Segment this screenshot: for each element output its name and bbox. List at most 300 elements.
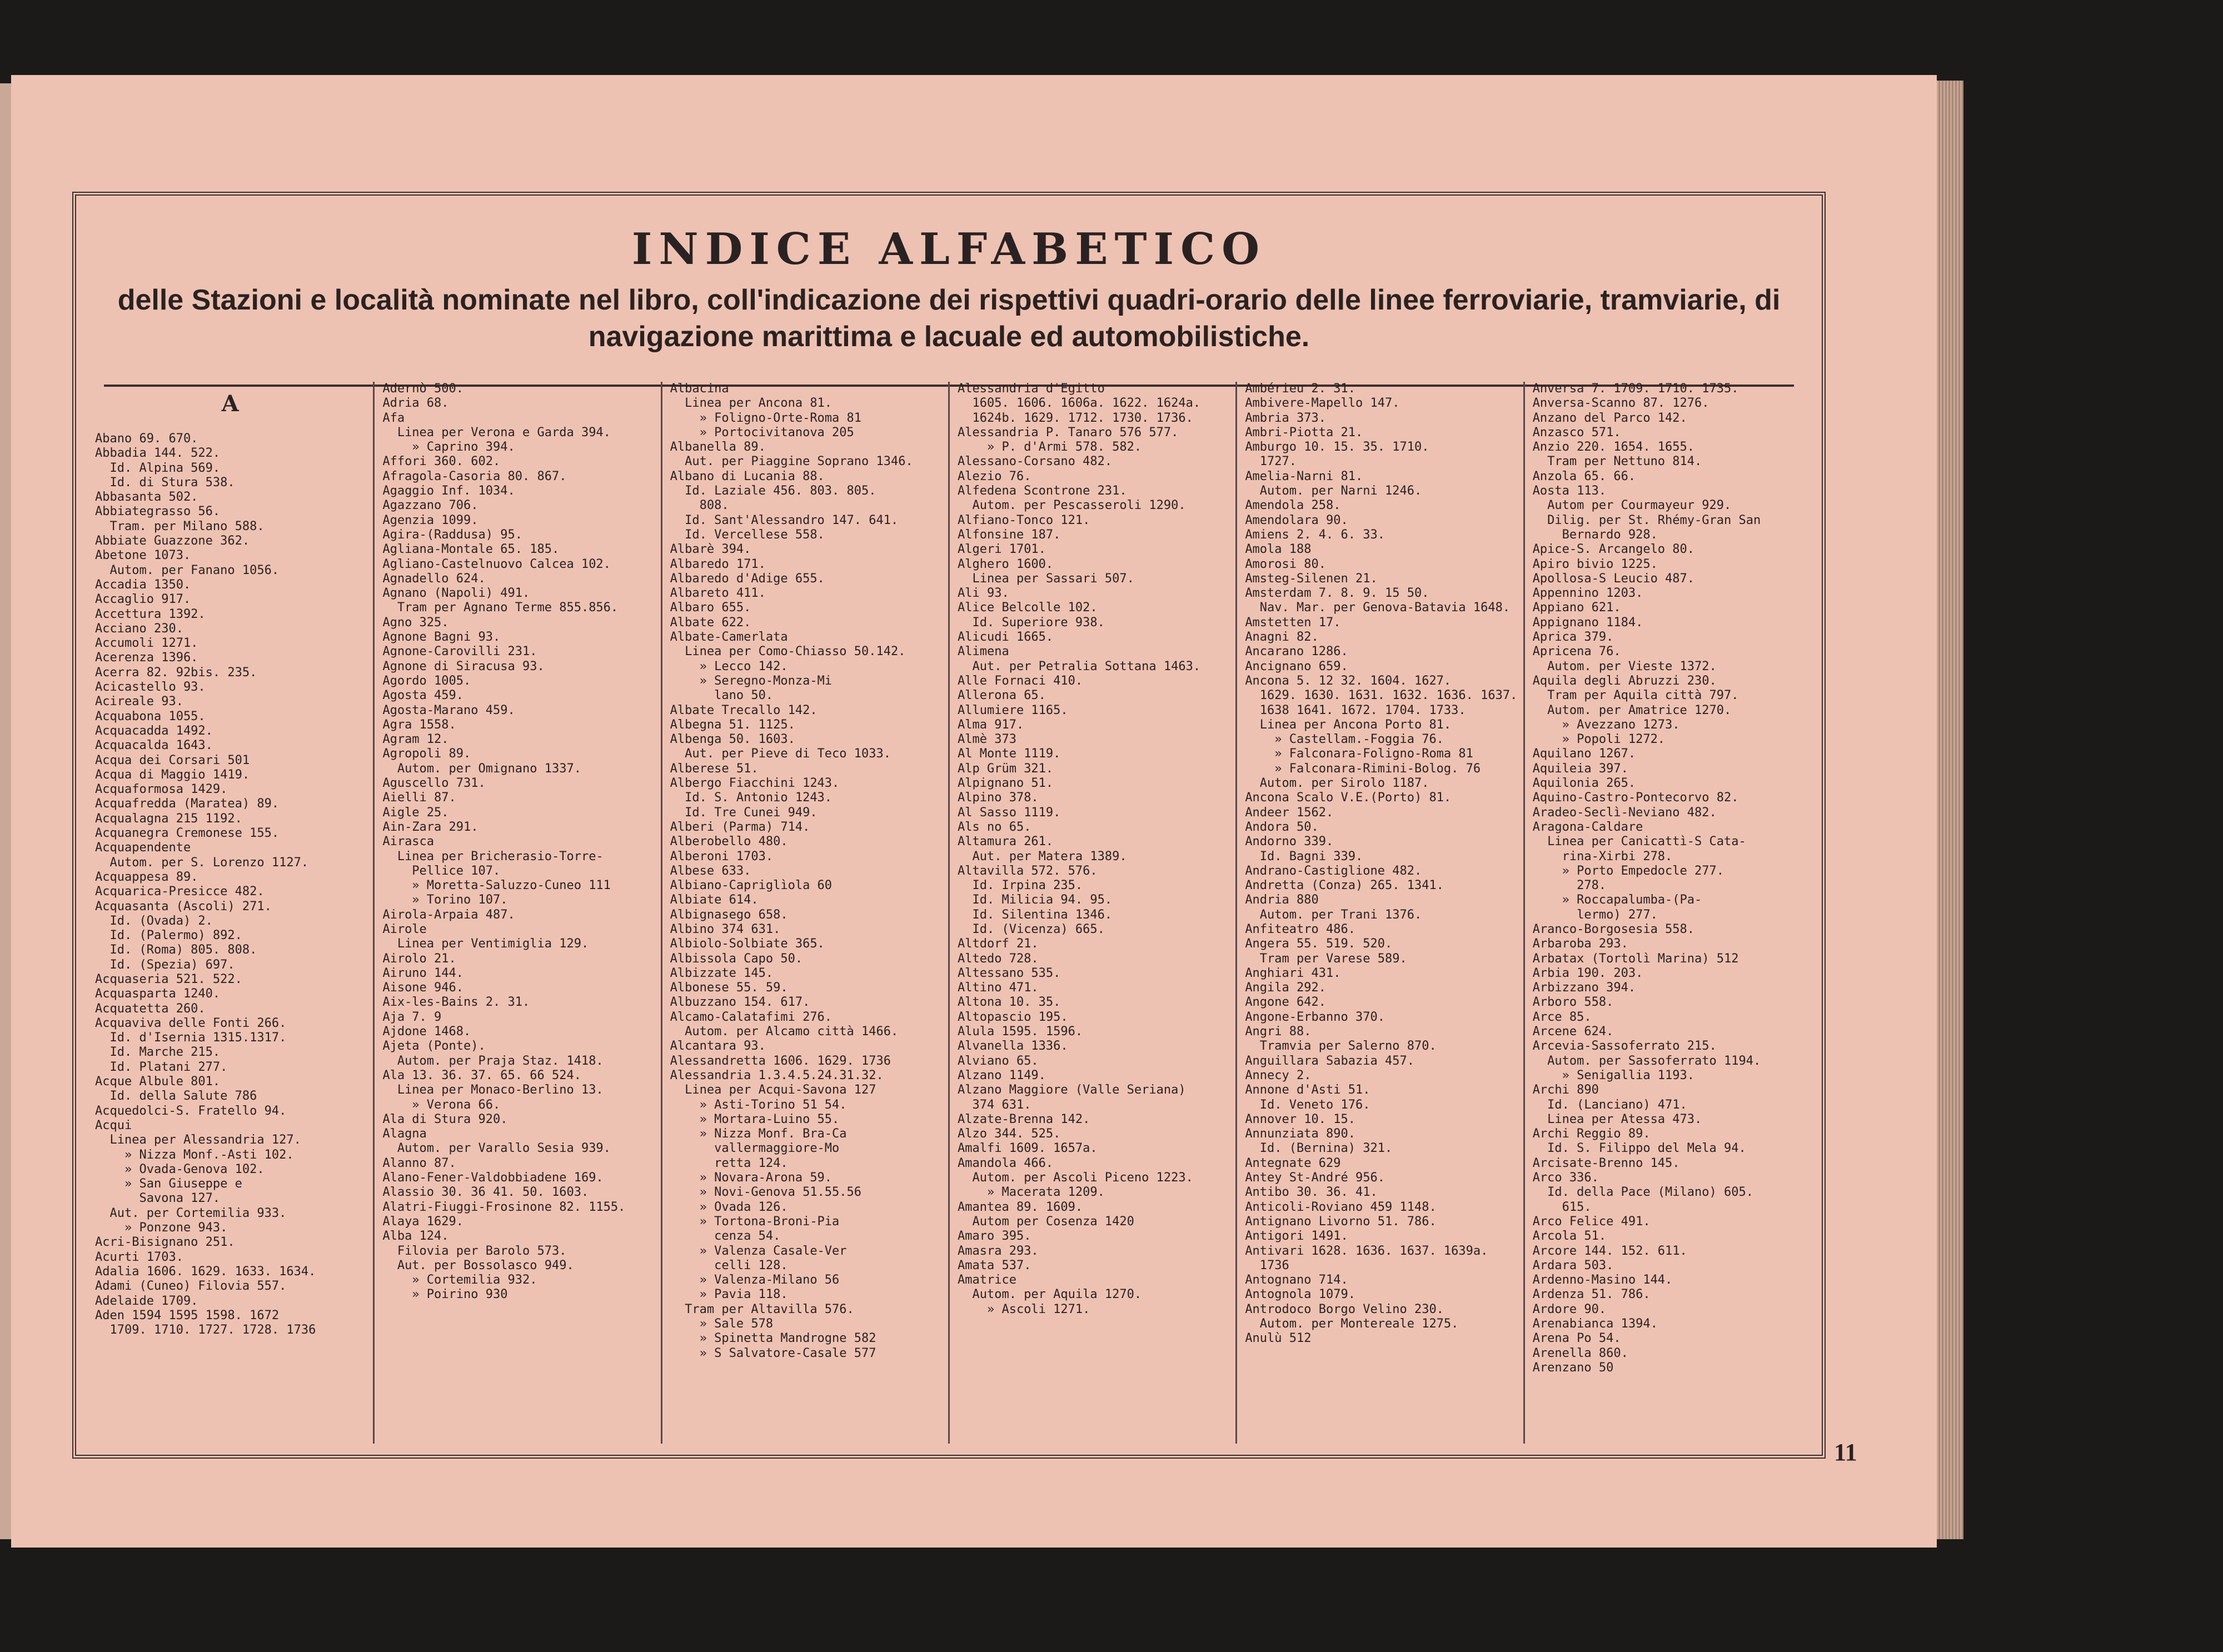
index-entry: Acquacalda 1643. xyxy=(95,738,213,753)
index-entry: Arenzano 50 xyxy=(1532,1360,1614,1375)
index-entry: Alpino 378. xyxy=(957,791,1039,805)
index-entry: Aquilano 1267. xyxy=(1532,747,1636,761)
index-entry: 808. xyxy=(670,498,729,513)
index-entry: Apice-S. Arcangelo 80. xyxy=(1532,542,1695,557)
index-entry: Anversa 7. 1709. 1710. 1735. xyxy=(1532,382,1739,396)
index-entry: » Novara-Arona 59. xyxy=(670,1171,833,1185)
index-entry: Appignano 1184. xyxy=(1532,615,1643,630)
index-entry: Acireale 93. xyxy=(95,695,183,709)
index-entry: Linea per Alessandria 127. xyxy=(95,1133,301,1147)
index-entry: lano 50. xyxy=(670,688,774,703)
index-column-6 xyxy=(1523,382,1811,1444)
index-entry: Aradeo-Seclì-Neviano 482. xyxy=(1532,805,1717,820)
index-entry: Adernò 500. xyxy=(382,382,464,396)
index-entry: Al Monte 1119. xyxy=(957,747,1061,761)
index-entry: » Nizza Monf.-Asti 102. xyxy=(95,1147,294,1162)
index-entry: Altopascio 195. xyxy=(957,1010,1068,1024)
index-entry: Aix-les-Bains 2. 31. xyxy=(382,995,530,1010)
index-entry: Andora 50. xyxy=(1245,820,1319,834)
index-entry: » S Salvatore-Casale 577 xyxy=(670,1346,876,1360)
index-entry: Autom. per Omignano 1337. xyxy=(382,761,581,776)
index-entry: Agnadello 624. xyxy=(382,571,486,586)
index-entry: » Avezzano 1273. xyxy=(1532,717,1680,732)
index-entry: Altona 10. 35. xyxy=(957,995,1061,1010)
index-entry: 374 631. xyxy=(957,1097,1031,1112)
index-entry: Arboro 558. xyxy=(1532,995,1614,1010)
index-header xyxy=(82,226,1816,398)
index-column-3 xyxy=(661,382,948,1444)
index-entry: Albonese 55. 59. xyxy=(670,981,788,995)
index-entry: Ain-Zara 291. xyxy=(382,820,479,834)
index-entry: Agosta-Marano 459. xyxy=(382,703,515,717)
index-entry: Autom. per Montereale 1275. xyxy=(1245,1317,1459,1331)
index-entry: Alessandria d'Egitto xyxy=(957,382,1105,396)
index-entry: Albuzzano 154. 617. xyxy=(670,995,810,1010)
index-entry: Id. Tre Cunei 949. xyxy=(670,805,818,820)
index-entry: Altdorf 21. xyxy=(957,937,1039,951)
index-entry: Antibo 30. 36. 41. xyxy=(1245,1185,1378,1200)
index-entry: Albaredo d'Adige 655. xyxy=(670,571,825,586)
index-entry: Adami (Cuneo) Filovia 557. xyxy=(95,1279,287,1294)
index-entry: Autom. per Fanano 1056. xyxy=(95,563,280,577)
index-entry: Id. (Spezia) 697. xyxy=(95,957,235,972)
index-entry: Alcantara 93. xyxy=(670,1039,766,1054)
index-entry: » Senigallia 1193. xyxy=(1532,1068,1695,1082)
index-entry: Id. della Pace (Milano) 605. xyxy=(1532,1185,1753,1200)
index-entry: » Porto Empedocle 277. xyxy=(1532,864,1724,878)
index-entry: Tram per Varese 589. xyxy=(1245,951,1407,966)
index-entry: Id. Alpina 569. xyxy=(95,461,221,475)
index-entry: Aut. per Petralia Sottana 1463. xyxy=(957,659,1201,673)
index-entry: Amantea 89. 1609. xyxy=(957,1200,1083,1214)
index-entry: Arce 85. xyxy=(1532,1010,1592,1024)
index-entry: Accadia 1350. xyxy=(95,577,191,592)
index-entry: Agenzia 1099. xyxy=(382,513,479,527)
index-entry: Anticoli-Roviano 459 1148. xyxy=(1245,1200,1437,1214)
index-entry: Alpignano 51. xyxy=(957,776,1054,791)
index-entry: » Nizza Monf. Bra-Ca xyxy=(670,1127,847,1141)
index-entry: Id. Sant'Alessandro 147. 641. xyxy=(670,513,899,527)
index-entry: Andria 880 xyxy=(1245,893,1319,907)
index-entry: Alberoni 1703. xyxy=(670,849,774,864)
index-entry: Alzo 344. 525. xyxy=(957,1127,1061,1141)
index-entry: Autom. per S. Lorenzo 1127. xyxy=(95,855,309,870)
index-entry: Aut. per Matera 1389. xyxy=(957,849,1127,864)
index-entry: Aquila degli Abruzzi 230. xyxy=(1532,673,1717,688)
index-entry: Autom. per Aquila 1270. xyxy=(957,1287,1142,1302)
index-entry: Acquasparta 1240. xyxy=(95,987,221,1001)
index-entry: Acqualagna 215 1192. xyxy=(95,811,242,826)
index-entry: Allumiere 1165. xyxy=(957,703,1068,717)
index-entry: Linea per Verona e Garda 394. xyxy=(382,425,611,440)
index-entry: Autom. per Trani 1376. xyxy=(1245,907,1422,922)
index-entry: Antigori 1491. xyxy=(1245,1229,1348,1244)
index-entry: Archi Reggio 89. xyxy=(1532,1127,1651,1141)
index-entry: Linea per Como-Chiasso 50.142. xyxy=(670,645,906,659)
index-entry: Acquatetta 260. xyxy=(95,1001,206,1016)
index-entry: Angera 55. 519. 520. xyxy=(1245,937,1393,951)
index-entry: Antegnate 629 xyxy=(1245,1156,1341,1170)
index-entry: 1709. 1710. 1727. 1728. 1736 xyxy=(95,1323,316,1337)
index-entry: Alfiano-Tonco 121. xyxy=(957,513,1090,527)
index-entry: » Falconara-Rimini-Bolog. 76 xyxy=(1245,761,1481,776)
index-entry: Albiano-Capriglìola 60 xyxy=(670,879,833,893)
index-entry: Albate Trecallo 142. xyxy=(670,703,818,717)
index-entry: Airuno 144. xyxy=(382,966,464,980)
index-entry: Allerona 65. xyxy=(957,688,1046,703)
index-entry: Id. S. Filippo del Mela 94. xyxy=(1532,1141,1746,1156)
index-entry: Albanella 89. xyxy=(670,440,766,455)
page-subtitle: delle Stazioni e località nominate nel libro, coll'indicazione dei rispettivi quadri-orario delle linee ferroviarie, tramviarie, di navigazione marittima e lacuale ed automobilistiche. xyxy=(117,284,1781,353)
index-entry: Linea per Acqui-Savona 127 xyxy=(670,1083,876,1097)
index-entry: 278. xyxy=(1532,879,1607,893)
index-entry: » Ascoli 1271. xyxy=(957,1302,1090,1316)
index-entry: Arbia 190. 203. xyxy=(1532,966,1643,980)
index-entry: 1736 xyxy=(1245,1258,1289,1272)
index-entry: Alfonsine 187. xyxy=(957,527,1061,542)
index-entry: Amandola 466. xyxy=(957,1156,1054,1170)
index-entry: Abbiategrasso 56. xyxy=(95,505,221,519)
index-entry: Id. (Bernina) 321. xyxy=(1245,1141,1393,1156)
index-entry: Anzasco 571. xyxy=(1532,425,1621,440)
index-entry: Ambri-Piotta 21. xyxy=(1245,425,1363,440)
index-entry: Alviano 65. xyxy=(957,1054,1039,1068)
index-column-1 xyxy=(87,382,373,1444)
index-entry: Id. (Roma) 805. 808. xyxy=(95,943,257,957)
index-entry: 615. xyxy=(1532,1200,1592,1214)
index-entry: vallermaggiore-Mo xyxy=(670,1141,840,1156)
index-entry: Anulù 512 xyxy=(1245,1331,1312,1346)
index-entry: Linea per Ancona 81. xyxy=(670,396,833,411)
index-entry: Apiro bivio 1225. xyxy=(1532,557,1658,571)
index-entry: Acqua di Maggio 1419. xyxy=(95,767,250,782)
index-entry: Amsteg-Silenen 21. xyxy=(1245,571,1378,586)
index-entry: Antrodoco Borgo Velino 230. xyxy=(1245,1302,1444,1316)
index-entry: » Sale 578 xyxy=(670,1317,774,1331)
index-entry: Alberobello 480. xyxy=(670,835,788,849)
index-entry: Adalia 1606. 1629. 1633. 1634. xyxy=(95,1264,316,1279)
index-entry: Anversa-Scanno 87. 1276. xyxy=(1532,396,1709,411)
index-entry: Ancona 5. 12 32. 1604. 1627. xyxy=(1245,673,1452,688)
index-entry: Tram per Altavilla 576. xyxy=(670,1302,854,1316)
index-entry: Almè 373 xyxy=(957,732,1016,747)
index-entry: » San Giuseppe e xyxy=(95,1177,242,1191)
index-entry: Acri-Bisignano 251. xyxy=(95,1235,235,1250)
index-entry: Angone 642. xyxy=(1245,995,1327,1010)
index-entry: » Novi-Genova 51.55.56 xyxy=(670,1185,862,1200)
index-entry: Alzano Maggiore (Valle Seriana) xyxy=(957,1083,1186,1097)
index-entry: Autom per Cosenza 1420 xyxy=(957,1214,1134,1229)
index-entry: Amstetten 17. xyxy=(1245,615,1341,630)
index-entry: Alessano-Corsano 482. xyxy=(957,455,1113,469)
index-entry: Annover 10. 15. xyxy=(1245,1112,1355,1126)
index-entry: Savona 127. xyxy=(95,1191,221,1206)
index-entry: Alassio 30. 36 41. 50. 1603. xyxy=(382,1185,589,1200)
index-entry: Ancignano 659. xyxy=(1245,659,1348,673)
index-entry: Altamura 261. xyxy=(957,835,1054,849)
index-entry: Albino 374 631. xyxy=(670,922,781,936)
index-entry: Dilig. per St. Rhémy-Gran San xyxy=(1532,513,1761,527)
index-entry: Albano di Lucania 88. xyxy=(670,469,825,483)
index-entry: Autom per Courmayeur 929. xyxy=(1532,498,1732,513)
index-entry: Alula 1595. 1596. xyxy=(957,1025,1083,1039)
index-entry: » Valenza Casale-Ver xyxy=(670,1244,847,1258)
index-entry: Ali 93. xyxy=(957,586,1009,601)
index-entry: Amola 188 xyxy=(1245,542,1312,557)
index-entry: Accumoli 1271. xyxy=(95,636,198,651)
index-entry: Aden 1594 1595 1598. 1672 xyxy=(95,1308,280,1322)
index-entry: Aisone 946. xyxy=(382,981,464,995)
index-entry: Angone-Erbanno 370. xyxy=(1245,1010,1385,1024)
index-entry: Annone d'Asti 51. xyxy=(1245,1083,1370,1097)
index-entry: Arenabianca 1394. xyxy=(1532,1317,1658,1331)
index-entry: Anfiteatro 486. xyxy=(1245,922,1355,936)
index-entry: Alberese 51. xyxy=(670,761,759,776)
index-entry: Agordo 1005. xyxy=(382,673,471,688)
index-entry: Alezio 76. xyxy=(957,469,1031,483)
index-entry: Agnone di Siracusa 93. xyxy=(382,659,545,673)
index-entry: Alp Grüm 321. xyxy=(957,761,1054,776)
index-entry: Aquileia 397. xyxy=(1532,761,1628,776)
index-entry: Accaglio 917. xyxy=(95,592,191,607)
index-entry: Amasra 293. xyxy=(957,1244,1039,1258)
index-column-4 xyxy=(948,382,1235,1444)
index-entry: Arcevia-Sassoferrato 215. xyxy=(1532,1039,1717,1054)
index-entry: Andrano-Castiglione 482. xyxy=(1245,864,1422,878)
index-entry: Acquaviva delle Fonti 266. xyxy=(95,1016,287,1030)
index-entry: Anzola 65. 66. xyxy=(1532,469,1636,483)
index-entry: Amaro 395. xyxy=(957,1229,1031,1244)
index-entry: Amalfi 1609. 1657a. xyxy=(957,1141,1098,1156)
index-entry: Archi 890 xyxy=(1532,1083,1599,1097)
index-entry: Ancarano 1286. xyxy=(1245,645,1348,659)
index-entry: Acquabona 1055. xyxy=(95,709,206,723)
index-entry: Aprica 379. xyxy=(1532,630,1614,645)
index-entry: » Moretta-Saluzzo-Cuneo 111 xyxy=(382,879,611,893)
index-entry: » Macerata 1209. xyxy=(957,1185,1105,1200)
index-entry: Acerra 82. 92bis. 235. xyxy=(95,665,257,680)
index-entry: Anghiari 431. xyxy=(1245,966,1341,980)
index-entry: Linea per Bricherasio-Torre- xyxy=(382,849,604,864)
index-entry: Autom. per Praja Staz. 1418. xyxy=(382,1054,604,1068)
index-entry: Acciano 230. xyxy=(95,621,183,636)
index-entry: Andeer 1562. xyxy=(1245,805,1334,820)
index-entry: Altavilla 572. 576. xyxy=(957,864,1098,878)
index-entry: Antognano 714. xyxy=(1245,1273,1348,1287)
index-entry: Acquapendente xyxy=(95,841,191,855)
index-entry: Amorosi 80. xyxy=(1245,557,1327,571)
index-entry: Ambérieu 2. 31. xyxy=(1245,382,1355,396)
index-entry: Algeri 1701. xyxy=(957,542,1046,557)
index-entry: Albiolo-Solbiate 365. xyxy=(670,937,825,951)
index-entry: Anguillara Sabazia 457. xyxy=(1245,1054,1414,1068)
index-entry: Agnone-Carovilli 231. xyxy=(382,645,537,659)
index-entry: Tram per Nettuno 814. xyxy=(1532,455,1702,469)
index-entry: Agliano-Castelnuovo Calcea 102. xyxy=(382,557,611,571)
index-entry: Aigle 25. xyxy=(382,805,449,820)
index-entry: 1727. xyxy=(1245,455,1297,469)
index-entry: Arco Felice 491. xyxy=(1532,1214,1651,1229)
index-entry: Agira-(Raddusa) 95. xyxy=(382,527,522,542)
index-entry: Aut. per Pieve di Teco 1033. xyxy=(670,747,891,761)
index-entry: Id. (Lanciano) 471. xyxy=(1532,1097,1687,1112)
index-entry: Abbasanta 502. xyxy=(95,490,198,505)
index-entry: Abano 69. 670. xyxy=(95,432,198,446)
index-entry: » Popoli 1272. xyxy=(1532,732,1666,747)
index-entry: Acurti 1703. xyxy=(95,1250,183,1264)
index-entry: Linea per Sassari 507. xyxy=(957,571,1134,586)
index-entry: Amelia-Narni 81. xyxy=(1245,469,1363,483)
index-entry: Ajdone 1468. xyxy=(382,1025,471,1039)
index-entry: 1629. 1630. 1631. 1632. 1636. 1637. xyxy=(1245,688,1518,703)
index-entry: Albese 633. xyxy=(670,864,751,878)
index-entry: Id. Milicia 94. 95. xyxy=(957,893,1113,907)
index-entry: Ajeta (Ponte). xyxy=(382,1039,486,1054)
index-entry: Airola-Arpaia 487. xyxy=(382,907,515,922)
index-entry: lermo) 277. xyxy=(1532,907,1658,922)
index-entry: Agliana-Montale 65. 185. xyxy=(382,542,560,557)
index-entry: Id. Bagni 339. xyxy=(1245,849,1363,864)
index-entry: Amata 537. xyxy=(957,1258,1031,1272)
index-entry: Angri 88. xyxy=(1245,1025,1312,1039)
index-column-2 xyxy=(373,382,660,1444)
index-entry: Alzate-Brenna 142. xyxy=(957,1112,1090,1126)
index-entry: Amiens 2. 4. 6. 33. xyxy=(1245,527,1385,542)
index-entry: Agazzano 706. xyxy=(382,498,479,513)
index-entry: Adria 68. xyxy=(382,396,449,411)
index-entry: Arcene 624. xyxy=(1532,1025,1614,1039)
index-entry: Alzano 1149. xyxy=(957,1068,1046,1082)
index-entry: Antognola 1079. xyxy=(1245,1287,1355,1302)
index-column-5 xyxy=(1235,382,1523,1444)
index-entry: Annunziata 890. xyxy=(1245,1127,1355,1141)
index-entry: » Seregno-Monza-Mi xyxy=(670,673,833,688)
index-entry: Alessandretta 1606. 1629. 1736 xyxy=(670,1054,891,1068)
index-entry: » Portocivitanova 205 xyxy=(670,425,854,440)
index-entry: » Tortona-Broni-Pia xyxy=(670,1214,840,1229)
index-entry: Agnano (Napoli) 491. xyxy=(382,586,530,601)
page-number: 11 xyxy=(1834,1439,1857,1466)
index-entry: Acicastello 93. xyxy=(95,680,206,695)
index-entry: Linea per Ventimiglia 129. xyxy=(382,937,589,951)
index-entry: Aja 7. 9 xyxy=(382,1010,442,1024)
index-entry: Ardenza 51. 786. xyxy=(1532,1287,1651,1302)
index-entry: 1605. 1606. 1606a. 1622. 1624a. xyxy=(957,396,1201,411)
index-entry: Antignano Livorno 51. 786. xyxy=(1245,1214,1437,1229)
index-entry: Id. Marche 215. xyxy=(95,1045,221,1060)
index-entry: Id. Platani 277. xyxy=(95,1060,228,1074)
index-entry: Abbiate Guazzone 362. xyxy=(95,534,250,548)
index-entry: Albenga 50. 1603. xyxy=(670,732,795,747)
index-entry: Acqui xyxy=(95,1118,132,1132)
index-entry: Alessandria P. Tanaro 576 577. xyxy=(957,425,1179,440)
index-entry: Acquaformosa 1429. xyxy=(95,782,228,797)
index-entry: Autom. per Amatrice 1270. xyxy=(1532,703,1732,717)
index-entry: Id. (Vicenza) 665. xyxy=(957,922,1105,936)
index-entry: Autom. per Varallo Sesia 939. xyxy=(382,1141,611,1156)
index-entry: Albacina xyxy=(670,382,729,396)
index-entry: Apollosa-S Leucio 487. xyxy=(1532,571,1695,586)
index-entry: Altino 471. xyxy=(957,981,1039,995)
index-entry: Acquedolci-S. Fratello 94. xyxy=(95,1104,287,1118)
index-entry: » Verona 66. xyxy=(382,1097,501,1112)
index-entry: Linea per Canicattì-S Cata- xyxy=(1532,835,1746,849)
index-entry: Id. S. Antonio 1243. xyxy=(670,791,833,805)
index-entry: Arena Po 54. xyxy=(1532,1331,1621,1346)
index-entry: Alice Belcolle 102. xyxy=(957,601,1098,615)
index-entry: Agnone Bagni 93. xyxy=(382,630,501,645)
index-entry: » Spinetta Mandrogne 582 xyxy=(670,1331,876,1346)
index-entry: Andorno 339. xyxy=(1245,835,1334,849)
index-entry: Autom. per Narni 1246. xyxy=(1245,484,1422,498)
index-entry: Autom. per Sirolo 1187. xyxy=(1245,776,1429,791)
index-entry: Bernardo 928. xyxy=(1532,527,1658,542)
index-entry: Id. Superiore 938. xyxy=(957,615,1105,630)
index-entry: Albissola Capo 50. xyxy=(670,951,803,966)
index-entry: Appennino 1203. xyxy=(1532,586,1643,601)
index-entry: Albareto 411. xyxy=(670,586,766,601)
index-entry: Adelaide 1709. xyxy=(95,1294,198,1308)
index-entry: Aquilonia 265. xyxy=(1532,776,1636,791)
index-entry: Acque Albule 801. xyxy=(95,1075,221,1089)
index-entry: Amendola 258. xyxy=(1245,498,1341,513)
index-entry: Amatrice xyxy=(957,1273,1016,1287)
index-entry: Id. Vercellese 558. xyxy=(670,527,825,542)
index-entry: Albaro 655. xyxy=(670,601,751,615)
index-entry: » Foligno-Orte-Roma 81 xyxy=(670,411,862,425)
page-block-edge xyxy=(1937,81,1963,1539)
index-entry: Alle Fornaci 410. xyxy=(957,673,1083,688)
index-entry: » Pavia 118. xyxy=(670,1287,788,1302)
index-entry: Alessandria 1.3.4.5.24.31.32. xyxy=(670,1068,884,1082)
index-entry: Ala di Stura 920. xyxy=(382,1112,508,1126)
index-entry: Arco 336. xyxy=(1532,1171,1599,1185)
index-entry: Alanno 87. xyxy=(382,1156,456,1170)
index-frame xyxy=(72,192,1826,1459)
index-entry: » Poirino 930 xyxy=(382,1287,508,1302)
index-entry: Alba 124. xyxy=(382,1229,449,1244)
index-columns xyxy=(87,382,1811,1444)
index-entry: Linea per Atessa 473. xyxy=(1532,1112,1702,1126)
index-entry: Anagni 82. xyxy=(1245,630,1319,645)
index-entry: Abbadia 144. 522. xyxy=(95,446,221,461)
index-entry: Ambivere-Mapello 147. xyxy=(1245,396,1400,411)
index-entry: Acqua dei Corsari 501 xyxy=(95,753,250,767)
index-entry: Acquafredda (Maratea) 89. xyxy=(95,797,280,811)
index-entry: Id. Irpina 235. xyxy=(957,879,1083,893)
index-entry: Id. Silentina 1346. xyxy=(957,907,1113,922)
index-entry: Aragona-Caldare xyxy=(1532,820,1643,834)
index-entry: Anzano del Parco 142. xyxy=(1532,411,1687,425)
index-entry: Alberi (Parma) 714. xyxy=(670,820,810,834)
index-entry: Alcamo-Calatafimi 276. xyxy=(670,1010,833,1024)
index-entry: » Falconara-Foligno-Roma 81 xyxy=(1245,747,1473,761)
index-entry: Accettura 1392. xyxy=(95,607,206,621)
index-entry: Arbaroba 293. xyxy=(1532,937,1628,951)
index-entry: Appiano 621. xyxy=(1532,601,1621,615)
index-entry: Aquino-Castro-Pontecorvo 82. xyxy=(1532,791,1739,805)
index-entry: Amburgo 10. 15. 35. 1710. xyxy=(1245,440,1429,455)
page-title: INDICE ALFABETICO xyxy=(631,224,1267,274)
index-entry: Agram 12. xyxy=(382,732,449,747)
index-entry: Arbatax (Tortolì Marina) 512 xyxy=(1532,951,1739,966)
index-entry: » Ovada 126. xyxy=(670,1200,788,1214)
index-entry: Albignasego 658. xyxy=(670,907,788,922)
index-entry: Autom. per Pescasseroli 1290. xyxy=(957,498,1186,513)
index-entry: » Lecco 142. xyxy=(670,659,788,673)
index-entry: Alagna xyxy=(382,1127,427,1141)
index-entry: Albarè 394. xyxy=(670,542,751,557)
